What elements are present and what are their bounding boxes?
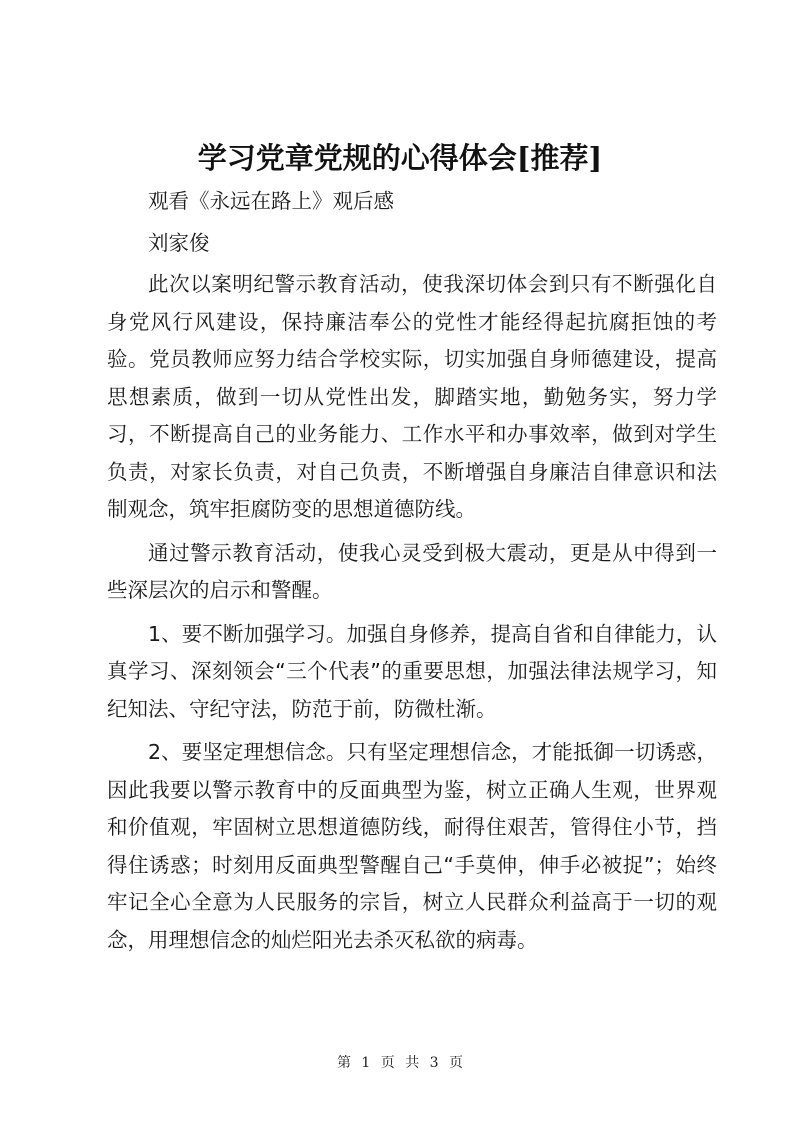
document-body (107, 183, 717, 965)
body-paragraph: 通过警示教育活动，使我心灵受到极大震动，更是从中得到一些深层次的启示和警醒。 (107, 540, 717, 602)
body-paragraph: 1、要不断加强学习。加强自身修养，提高自省和自律能力，认真学习、深刻领会“三个代表”的重要思想，加强法律法规学习，知纪知法、守纪守法，防范于前，防微杜渐。 (107, 621, 717, 721)
page-footer: 第 1 页 共 3 页 (336, 1055, 464, 1071)
subtitle-paragraph: 观看《永远在路上》观后感 (148, 189, 394, 213)
body-paragraph: 2、要坚定理想信念。只有坚定理想信念，才能抵御一切诱惑，因此我要以警示教育中的反面典型为鉴，树立正确人生观，世界观和价值观，牢固树立思想道德防线，耐得住艰苦，管得住小节，挡得住诱惑；时刻用反面典型警醒自己“手莫伸，伸手必被捉”；始终牢记全心全意为人民服务的宗旨，树立人民群众利益高于一切的观念，用理想信念的灿烂阳光去杀灭私欲的病毒。 (107, 740, 717, 952)
document-title: 学习党章党规的心得体会[推荐] (197, 141, 603, 175)
body-paragraph: 此次以案明纪警示教育活动，使我深切体会到只有不断强化自身党风行风建设，保持廉洁奉公的党性才能经得起抗腐拒蚀的考验。党员教师应努力结合学校实际，切实加强自身师德建设，提高思想素质，做到一切从党性出发，脚踏实地，勤勉务实，努力学习，不断提高自己的业务能力、工作水平和办事效率，做到对学生负责，对家长负责，对自己负责，不断增强自身廉洁自律意识和法制观念，筑牢拒腐防变的思想道德防线。 (107, 272, 717, 521)
author-paragraph: 刘家俊 (148, 230, 210, 255)
